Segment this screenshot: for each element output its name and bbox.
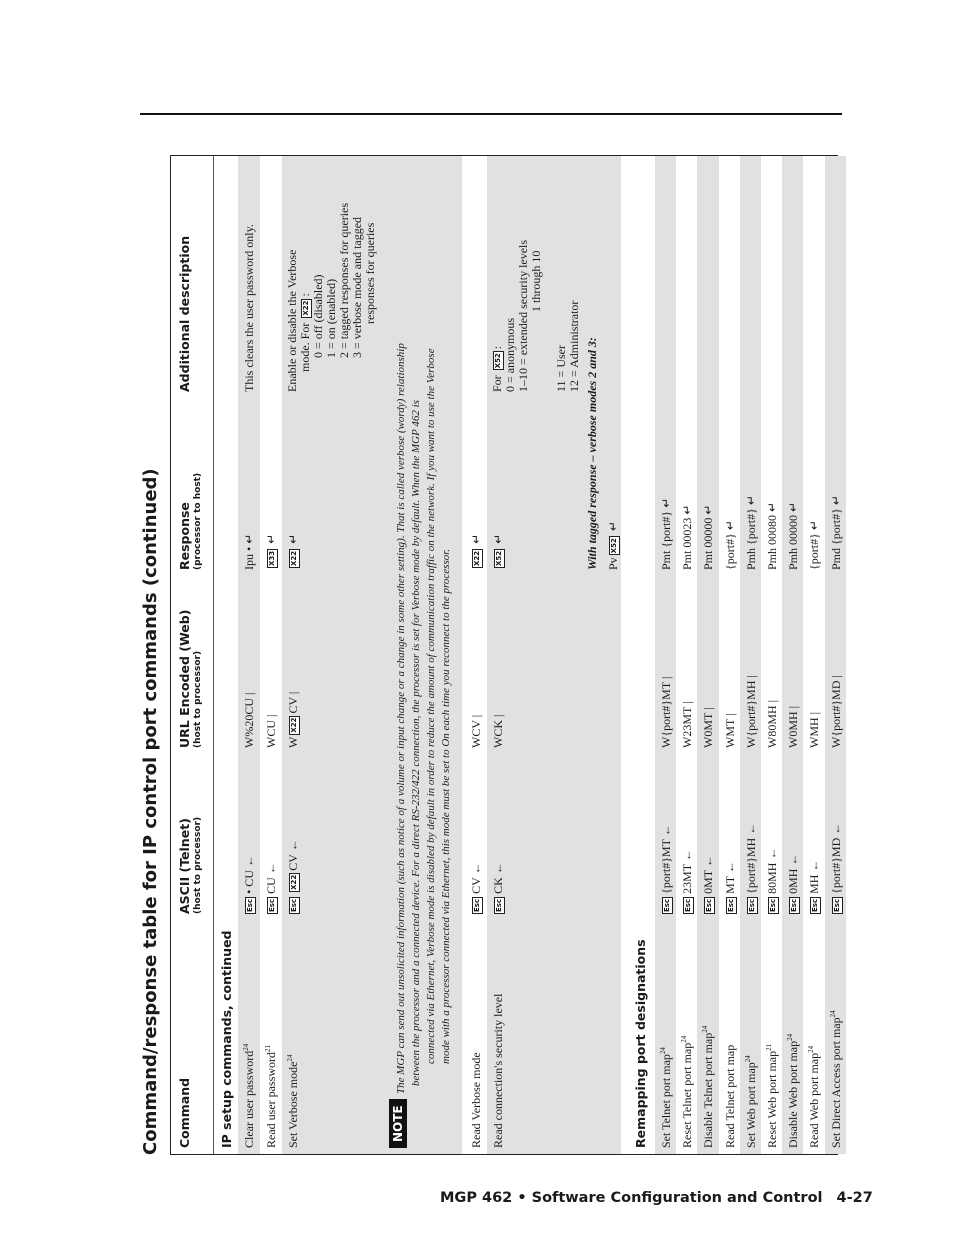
enter-arrow-icon: ← [659,824,673,837]
section-ip-setup: IP setup commands, continued [219,930,234,1148]
table-title: Command/response table for IP control port commands (continued) [140,468,161,1155]
enter-arrow-icon: ← [807,859,822,872]
response: Ipu • ↵ [242,533,256,570]
response: Pmd {port#} ↵ [828,495,843,570]
ascii-command: Esc23MT ← [680,849,695,912]
verbose-note: The MGP can send out unsolicited information (such as notice of a volume or input change or a change in some other setting). That is called verbose (wordy) relationship between the processor and a connected device. For a direct RS-232/422 connection, the processor is set for Verbose mode by default. When the MGP 462 is connected via Ethernet, Verbose mode is disabled by default in order to reduce the amount of communication traffic on the network. If you want to use the Verbose mode with a processor connected via Ethernet, this mode must be set to On each time you reconnect to the processor. [395,343,452,1094]
esc-key-icon: Esc [705,898,714,912]
return-icon: ↵ [765,501,779,512]
note-label: NOTE [389,1099,407,1148]
description: This clears the user password only. [242,224,256,392]
esc-key-icon: Esc [811,898,820,912]
command-name: Set Telnet port map$^{24}$ [659,1047,673,1148]
esc-key-icon: Esc [473,898,481,912]
footer-title: MGP 462 • Software Configuration and Control [440,1190,823,1206]
table-row [782,156,803,1154]
esc-key-icon: Esc [290,898,298,912]
top-rule [140,113,842,115]
url-command: WCV | [469,714,483,748]
return-icon: ↵ [786,501,801,512]
url-command: W0MT | [701,707,716,748]
response: Pmt {port#} ↵ [659,497,673,570]
command-name: Set Direct Access port map$^{24}$ [828,1010,843,1148]
rotated-page-content [140,155,843,1155]
return-icon: ↵ [469,533,483,544]
enter-arrow-icon: ← [264,862,278,875]
esc-key-icon: Esc [663,898,671,912]
url-command: W%20CU | [242,692,256,748]
table-row [825,156,846,1154]
header-ascii: ASCII (Telnet) (host to processor) [177,816,203,914]
url-command: W23MT | [680,701,695,748]
page-number: 4-27 [836,1190,873,1206]
command-name: Set Verbose mode$^{24}$ [286,1054,300,1148]
ascii-command: Esc0MT ← [701,855,716,912]
command-name: Read Verbose mode [469,1052,483,1148]
header-url: URL Encoded (Web) (host to processor) [177,609,203,748]
enter-arrow-icon: ← [722,861,737,874]
variable-box-icon: X33 [268,550,276,566]
response [286,534,301,570]
enter-arrow-icon: ← [828,822,843,835]
variable-box-icon: X22 [290,717,298,733]
table-row [803,156,824,1154]
command-table [170,155,843,1155]
table-row [719,156,740,1154]
esc-key-icon: Esc [747,898,756,912]
table-header [171,156,214,1154]
return-icon: ↵ [659,497,673,508]
tagged-response: With tagged response – verbose modes 2 and 3: PvX52 ↵ [585,337,620,570]
enter-arrow-icon: ← [786,853,801,866]
response: Pmt 00023 ↵ [680,504,695,570]
command-name: Clear user password$^{24}$ [242,1043,256,1148]
enter-arrow-icon: ← [286,839,300,852]
esc-key-icon: Esc [684,898,693,912]
return-icon: ↵ [807,520,822,531]
verbose-description: Enable or disable the Verbose mode. For X22: 0 = off (disabled) 1 = on (enabled) 2 = tagged responses for queries 3 = verbose mode and tagged responses for queries [285,202,377,392]
esc-key-icon: Esc [495,898,503,912]
variable-box-icon: X22 [290,874,298,890]
esc-key-icon: Esc [268,898,276,912]
variable-box-icon: X22 [302,300,310,316]
enter-arrow-icon: ← [491,862,505,875]
return-icon: ↵ [286,533,300,544]
return-icon: ↵ [828,495,843,506]
url-command: W80MH | [765,699,779,748]
enter-arrow-icon: ← [701,855,716,868]
return-icon: ↵ [680,504,695,515]
ascii-command: EscCU ← [264,862,278,912]
enter-arrow-icon: ← [469,862,483,875]
url-command: W{port#}MD | [828,675,843,748]
response [469,534,484,570]
response: Pmt 00000 ↵ [701,504,716,570]
variable-box-icon: X52 [610,538,618,554]
security-description: For X52: 0 = anonymous 1–10 = extended security levels 1 through 10 11 = User 12 = Administrator [490,239,581,392]
return-icon: ↵ [242,533,256,544]
response: Pmh 00000 ↵ [786,501,801,570]
table-row [761,156,782,1154]
header-command: Command [177,1077,192,1148]
url-command: W{port#}MH | [743,675,758,748]
command-name: Read connection's security level [491,993,505,1148]
ascii-command: EscMH ← [807,859,822,912]
response [264,534,279,570]
command-name: Read Telnet port map [722,1044,737,1148]
return-icon: ↵ [264,533,278,544]
ascii-command: Esc80MH ← [765,847,779,912]
table-row [282,156,382,1154]
return-icon: ↵ [743,495,758,506]
enter-arrow-icon: ← [242,855,256,868]
table-row [740,156,761,1154]
url-command: WMH | [807,711,822,748]
enter-arrow-icon: ← [743,822,758,835]
enter-arrow-icon: ← [680,849,695,862]
enter-arrow-icon: ← [765,847,779,860]
header-response: Response (processor to host) [177,472,203,570]
table-row [676,156,697,1154]
variable-box-icon: X52 [494,353,502,369]
ascii-command: EscMT ← [722,861,737,912]
ascii-command: Esc{port#}MH ← [743,822,758,912]
table-row [697,156,718,1154]
table-row [238,156,260,1154]
ascii-command: Esc• CU ← [242,855,256,912]
url-command: WCU | [264,714,278,748]
esc-key-icon: Esc [769,898,777,912]
response: Pmh 00080 ↵ [765,501,779,570]
esc-key-icon: Esc [246,898,254,912]
return-icon: ↵ [606,521,620,532]
ascii-command: Esc{port#}MT ← [659,824,673,912]
table-row [487,156,621,1154]
command-name: Disable Web port map$^{24}$ [786,1033,801,1148]
ascii-command: Esc{port#}MD ← [828,822,843,912]
command-name: Set Web port map$^{24}$ [743,1055,758,1148]
url-command: W{port#}MT | [659,676,673,748]
ascii-command: EscCK ← [491,862,505,912]
esc-key-icon: Esc [726,898,735,912]
command-name: Disable Telnet port map$^{24}$ [701,1025,716,1148]
return-icon: ↵ [491,533,505,544]
command-name: Reset Telnet port map$^{24}$ [680,1035,695,1148]
ascii-command: EscCV ← [469,862,483,912]
esc-key-icon: Esc [832,898,841,912]
section-remapping: Remapping port designations [633,939,648,1148]
url-command: WCK | [491,714,505,748]
response: Pmh {port#} ↵ [743,495,758,570]
table-row [655,156,676,1154]
esc-key-icon: Esc [790,898,799,912]
command-name: Read user password$^{21}$ [264,1045,278,1148]
command-name: Read Web port map$^{24}$ [807,1045,822,1148]
ascii-command: EscX22CV ← [286,839,300,912]
response: {port#} ↵ [807,520,822,570]
url-command: W0MH | [786,705,801,748]
response: {port#} ↵ [722,520,737,570]
table-row [260,156,282,1154]
url-command: WX22CV | [286,691,300,748]
variable-box-icon: X22 [290,550,298,566]
response [491,534,506,570]
table-row [465,156,487,1154]
url-command: WMT | [722,713,737,748]
ascii-command: Esc0MH ← [786,853,801,912]
variable-box-icon: X22 [473,550,481,566]
return-icon: ↵ [701,504,716,515]
return-icon: ↵ [722,520,737,531]
page-footer [440,1190,873,1206]
command-name: Reset Web port map$^{21}$ [765,1043,779,1148]
header-description: Additional description [177,235,192,392]
variable-box-icon: X52 [495,550,503,566]
